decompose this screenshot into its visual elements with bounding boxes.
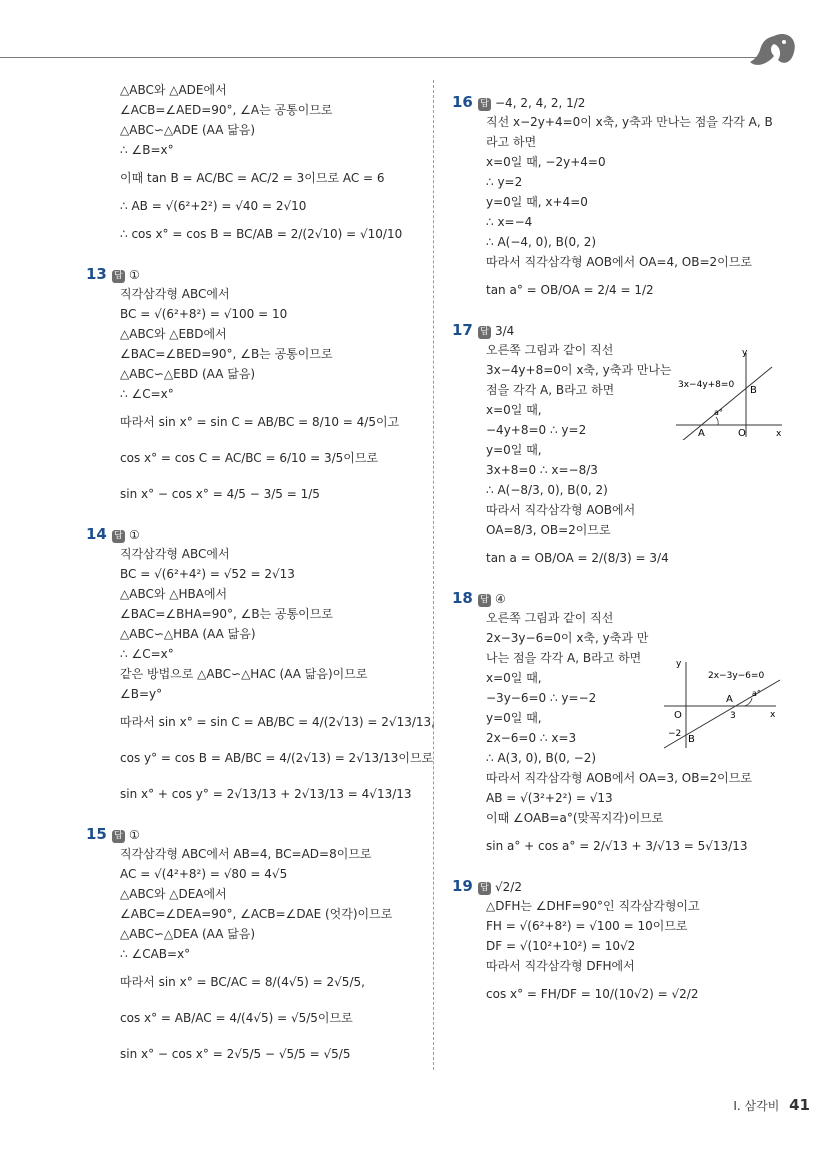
solution-line: OA=8/3, OB=2이므로 [486,523,611,537]
problem-16 [452,92,812,308]
figure-18-graph [660,656,785,751]
solution-line: x=0일 때, [486,671,542,685]
problem-header [86,824,426,844]
solution-line: 따라서 sin x° = BC/AC = 8/(4√5) = 2√5/5, [120,975,365,989]
fig18-label-3: 3 [730,711,736,721]
solution-line: ∠ACB=∠AED=90°, ∠A는 공통이므로 [120,103,333,117]
answer-value: √2/2 [495,880,522,894]
fig18-equation: 2x−3y−6=0 [708,671,765,681]
solution-line: BC = √(6²+4²) = √52 = 2√13 [120,567,295,581]
fig18-label-y: y [676,659,682,669]
solution-line: △ABC∽△ADE (AA 닮음) [120,123,256,137]
fig17-label-angle: a° [714,408,723,417]
solution-line: cos x° = cos C = AC/BC = 6/10 = 3/5이므로 [120,451,379,465]
solution-line: 직각삼각형 ABC에서 [120,287,230,301]
solution-line: 이때 ∠OAB=a°(맞꼭지각)이므로 [486,811,664,825]
solution-line: ∴ ∠C=x° [120,387,174,401]
solution-line: △ABC와 △DEA에서 [120,887,227,901]
solution-line: ∠ABC=∠DEA=90°, ∠ACB=∠DAE (엇각)이므로 [120,907,393,921]
solution-line: 직각삼각형 ABC에서 [120,547,230,561]
solution-line: ∴ ∠CAB=x° [120,947,191,961]
squirrel-mascot-icon [744,30,800,76]
solution-line: cos x° = AB/AC = 4/(4√5) = √5/5이므로 [120,1011,353,1025]
problem-header [86,524,426,544]
problem-header [452,588,812,608]
solution-line: AC = √(4²+8²) = √80 = 4√5 [120,867,288,881]
solution-line: 따라서 직각삼각형 AOB에서 [486,503,636,517]
page-number: 41 [789,1096,810,1114]
right-column [452,80,812,1012]
solution-line: ∴ cos x° = cos B = BC/AB = 2/(2√10) = √10/10 [120,227,403,241]
problem-continued [86,80,426,252]
solution-line: 따라서 직각삼각형 DFH에서 [486,959,635,973]
answer-badge-icon: 답 [478,326,491,339]
problem-number: 14 [86,525,107,543]
answer-badge-icon: 답 [478,98,491,111]
solution-line: 같은 방법으로 △ABC∽△HAC (AA 닮음)이므로 [120,667,368,681]
solution-line: −4y+8=0 ∴ y=2 [486,423,587,437]
answer-value: −4, 2, 4, 2, 1/2 [495,96,586,110]
solution-line: 따라서 직각삼각형 AOB에서 OA=4, OB=2이므로 [486,255,752,269]
fig18-label-angle: a° [752,689,761,698]
solution-line: sin x° − cos x° = 4/5 − 3/5 = 1/5 [120,487,320,501]
line-3x-4y+8 [682,367,772,440]
solution-line: 2x−6=0 ∴ x=3 [486,731,577,745]
solution-line: △ABC와 △EBD에서 [120,327,227,341]
solution-line: y=0일 때, [486,443,542,457]
problem-header [452,876,812,896]
solution-line: cos x° = FH/DF = 10/(10√2) = √2/2 [486,987,699,1001]
problem-14 [86,524,435,812]
solution-line: ∴ y=2 [486,175,523,189]
answer-badge-icon: 답 [112,270,125,283]
solution-line: BC = √(6²+8²) = √100 = 10 [120,307,288,321]
solution-line: ∠B=y° [120,687,163,701]
problem-number: 17 [452,321,473,339]
solution-line: y=0일 때, x+4=0 [486,195,588,209]
fig17-label-x: x [776,429,782,439]
solution-line: 3x+8=0 ∴ x=−8/3 [486,463,598,477]
solution-line: −3y−6=0 ∴ y=−2 [486,691,597,705]
solution-line: sin x° + cos y° = 2√13/13 + 2√13/13 = 4√13/13 [120,787,412,801]
solution-line: x=0일 때, −2y+4=0 [486,155,606,169]
solution-line: sin a° + cos a° = 2/√13 + 3/√13 = 5√13/13 [486,839,748,853]
solution-line: ∴ ∠C=x° [120,647,174,661]
fig17-label-A: A [698,428,705,439]
solution-line: 라고 하면 [486,135,537,149]
problem-number: 18 [452,589,473,607]
solution-line: △ABC∽△DEA (AA 닮음) [120,927,256,941]
fig18-label-B: B [688,734,695,745]
solution-line: ∴ A(−4, 0), B(0, 2) [486,235,597,249]
column-divider [433,80,434,1070]
left-column [86,80,435,1072]
fig18-label-x: x [770,710,776,720]
solution-line: △DFH는 ∠DHF=90°인 직각삼각형이고 [486,899,700,913]
problem-number: 15 [86,825,107,843]
solution-line: 직각삼각형 ABC에서 AB=4, BC=AD=8이므로 [120,847,372,861]
solution-line: 이때 tan B = AC/BC = AC/2 = 3이므로 AC = 6 [120,171,385,185]
problem-number: 13 [86,265,107,283]
solution-line: 오른쪽 그림과 같이 직선 [486,343,614,357]
answer-badge-icon: 답 [478,882,491,895]
fig18-label-A: A [726,694,733,705]
problem-header [452,320,812,340]
fig17-label-O: O [738,428,746,439]
solution-line: ∴ A(−8/3, 0), B(0, 2) [486,483,608,497]
solution-line: ∴ ∠B=x° [120,143,174,157]
solution-line: sin x° − cos x° = 2√5/5 − √5/5 = √5/5 [120,1047,351,1061]
solution-line: 3x−4y+8=0이 x축, y축과 만나는 [486,363,672,377]
solution-line: ∴ A(3, 0), B(0, −2) [486,751,597,765]
solution-line: 오른쪽 그림과 같이 직선 [486,611,614,625]
problem-header [86,264,426,284]
solution-line: 2x−3y−6=0이 x축, y축과 만 [486,631,649,645]
solution-line: tan a° = OB/OA = 2/4 = 1/2 [486,283,654,297]
answer-value: ④ [495,592,506,606]
fig18-label-minus2: −2 [668,729,682,739]
solution-line: 따라서 sin x° = sin C = AB/BC = 4/(2√13) = 2√13/13, [120,715,435,729]
fig18-label-O: O [674,710,682,721]
solution-line: ∴ AB = √(6²+2²) = √40 = 2√10 [120,199,307,213]
solution-line: ∠BAC=∠BHA=90°, ∠B는 공통이므로 [120,607,333,621]
answer-badge-icon: 답 [478,594,491,607]
problem-number: 19 [452,877,473,895]
solution-line: ∴ x=−4 [486,215,533,229]
problem-header [452,92,812,112]
solution-line: △ABC∽△EBD (AA 닮음) [120,367,256,381]
figure-17-graph [676,345,786,440]
answer-badge-icon: 답 [112,830,125,843]
solution-line: 따라서 sin x° = sin C = AB/BC = 8/10 = 4/5이고 [120,415,400,429]
answer-value: ① [129,528,140,542]
chapter-label: Ⅰ. 삼각비 [733,1099,780,1113]
answer-value: 3/4 [495,324,515,338]
problem-number: 16 [452,93,473,111]
answer-value: ① [129,268,140,282]
solution-line: △ABC∽△HBA (AA 닮음) [120,627,256,641]
answer-value: ① [129,828,140,842]
header-rule [0,57,760,58]
fig17-label-B: B [750,385,757,396]
fig17-equation: 3x−4y+8=0 [678,380,735,390]
problem-19 [452,876,812,1012]
solution-line: ∠BAC=∠BED=90°, ∠B는 공통이므로 [120,347,333,361]
answer-badge-icon: 답 [112,530,125,543]
page-footer [733,1096,810,1114]
solution-line: 직선 x−2y+4=0이 x축, y축과 만나는 점을 각각 A, B [486,115,773,129]
solution-line: x=0일 때, [486,403,542,417]
solution-line: △ABC와 △HBA에서 [120,587,228,601]
fig17-label-y: y [742,348,748,358]
solution-line: 따라서 직각삼각형 AOB에서 OA=3, OB=2이므로 [486,771,752,785]
solution-line: △ABC와 △ADE에서 [120,83,227,97]
problem-13 [86,264,426,512]
solution-line: cos y° = cos B = AB/BC = 4/(2√13) = 2√13/13이므로 [120,751,434,765]
solution-line: DF = √(10²+10²) = 10√2 [486,939,636,953]
solution-line: 점을 각각 A, B라고 하면 [486,383,615,397]
solution-line: 나는 점을 각각 A, B라고 하면 [486,651,642,665]
solution-line: tan a = OB/OA = 2/(8/3) = 3/4 [486,551,669,565]
solution-line: AB = √(3²+2²) = √13 [486,791,613,805]
solution-line: y=0일 때, [486,711,542,725]
solution-line: FH = √(6²+8²) = √100 = 10이므로 [486,919,688,933]
problem-15 [86,824,426,1072]
